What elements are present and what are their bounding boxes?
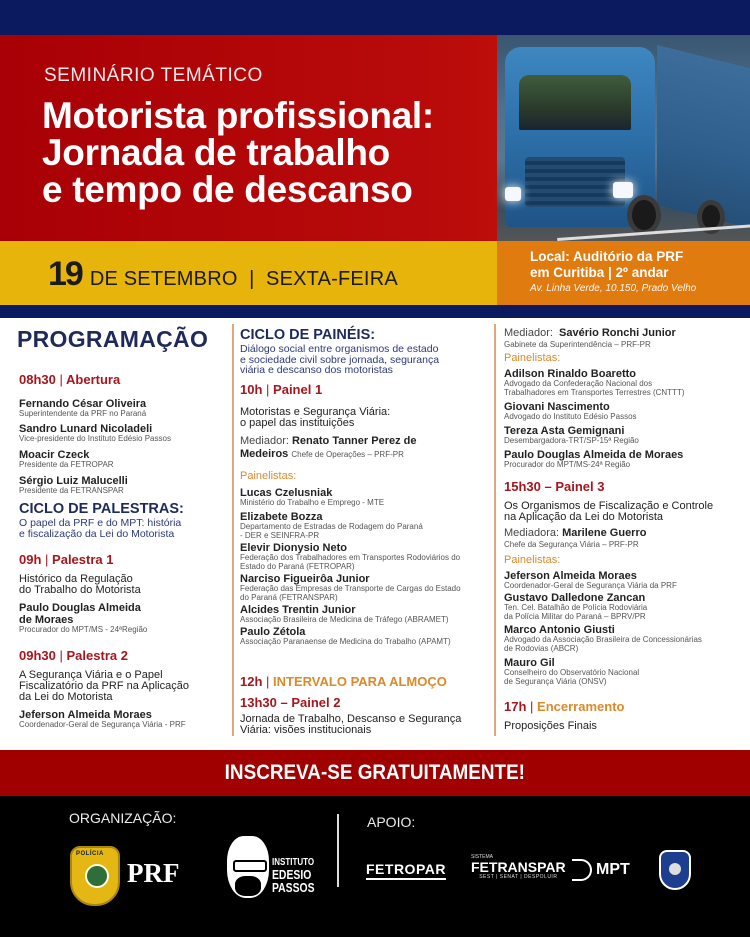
panelist-role: Desembargadora-TRT/SP-15ª Região xyxy=(504,436,639,445)
panelist-role: Departamento de Estradas de Rodagem do Paraná xyxy=(240,522,423,531)
panelist xyxy=(240,573,461,602)
lecture2-topic xyxy=(19,670,189,703)
speaker-name: Jeferson Almeida Moraes xyxy=(19,709,152,721)
logo-line: INSTITUTO xyxy=(272,857,315,868)
topic-line: Viária: visões institucionais xyxy=(240,724,372,736)
location-band xyxy=(497,241,750,305)
panelist-name: Giovani Nascimento xyxy=(504,401,610,413)
panelist-role: do Paraná (FETRANSPAR) xyxy=(240,592,338,602)
panelist xyxy=(504,570,677,591)
panelist-role: Ten. Cel. Batalhão de Polícia Rodoviária xyxy=(504,603,648,612)
panelist-role: Advogado do Instituto Edésio Passos xyxy=(504,412,637,421)
lectures-title: CICLO DE PALESTRAS: xyxy=(19,501,184,517)
panelist-name: Gustavo Dalledone Zancan xyxy=(504,592,646,604)
panelist-role: Advogado da Associação Brasileira de Concessionárias xyxy=(504,635,702,644)
topic-line: o papel das instituições xyxy=(240,417,355,429)
program-column-3 xyxy=(494,324,750,736)
topic-line: Jornada de Trabalho, Descanso e Segurança xyxy=(240,713,462,725)
panelist-role: Estado do Paraná (FETROPAR) xyxy=(240,561,355,571)
program-content xyxy=(0,318,750,748)
footer-divider xyxy=(337,814,339,887)
location-name xyxy=(530,249,683,281)
logo-line: SISTEMA xyxy=(471,854,493,860)
event-title xyxy=(42,97,434,208)
panelist-name: Lucas Czelusniak xyxy=(240,487,333,499)
session-label: Painel 3 xyxy=(555,479,605,494)
panelist-role: Federação dos Trabalhadores em Transportes Rodoviários do xyxy=(240,553,461,562)
speaker-role: Procurador do MPT/MS - 24ªRegião xyxy=(19,625,148,634)
truck-wheel xyxy=(627,195,661,235)
time: 08h30 xyxy=(19,372,56,387)
title-line: e tempo de descanso xyxy=(42,169,413,210)
panelist-name: Tereza Asta Gemignani xyxy=(504,425,625,437)
time: 10h xyxy=(240,382,263,397)
speaker-role: Superintendente da PRF no Paraná xyxy=(19,409,147,418)
mediator-label: Mediador: xyxy=(504,327,553,339)
fetropar-logo: FETROPAR xyxy=(366,862,446,880)
organization-label: ORGANIZAÇÃO: xyxy=(69,810,177,826)
logo-line: FETRANSPAR xyxy=(471,859,566,875)
mediator-role: Chefe de Operações – PRF-PR xyxy=(291,450,404,459)
topic-line: Fiscalizatório da PRF na Aplicação xyxy=(19,680,189,692)
instituto-edesio-passos-logo xyxy=(272,858,315,894)
speaker xyxy=(19,449,114,470)
speaker-name: Moacir Czeck xyxy=(19,449,90,461)
hero-banner xyxy=(0,35,750,241)
topic-line: na Aplicação da Lei do Motorista xyxy=(504,511,663,523)
time: 09h30 xyxy=(19,648,56,663)
topic-line: Motoristas e Segurança Viária: xyxy=(240,406,391,418)
subtitle-line: Diálogo social entre organismos de estado xyxy=(240,343,439,355)
panelist-name: Elizabete Bozza xyxy=(240,511,323,523)
footer xyxy=(0,796,750,937)
panelist xyxy=(240,626,451,647)
panelist-role: Federação das Empresas de Transporte de Cargas do Estado xyxy=(240,584,461,593)
panelist-name: Paulo Douglas Almeida de Moraes xyxy=(504,449,684,461)
panelist-name: Paulo Zétola xyxy=(240,626,306,638)
mediator-role: Chefe da Segurança Viária – PRF-PR xyxy=(504,540,639,549)
lecture1-heading: 09h | Palestra 1 xyxy=(19,552,114,567)
logo-line: SEST | SENAT | DESPOLUIR xyxy=(479,874,558,880)
panel3-topic xyxy=(504,501,713,523)
event-date-weekday: DE SETEMBRO | SEXTA-FEIRA xyxy=(89,268,398,290)
panelist-role: de Segurança Viária (ONSV) xyxy=(504,676,607,686)
lectures-subtitle xyxy=(19,518,181,539)
register-label[interactable]: INSCREVA-SE GRATUITAMENTE! xyxy=(224,761,526,784)
title-line: Motorista profissional: xyxy=(42,95,434,136)
speaker-role: Presidente da FETRANSPAR xyxy=(19,486,124,495)
speaker-role: Presidente da FETROPAR xyxy=(19,460,114,469)
location-line: em Curitiba | 2º andar xyxy=(530,265,669,280)
speaker-name: Fernando César Oliveira xyxy=(19,398,147,410)
speaker-name: Sérgio Luiz Malucelli xyxy=(19,475,128,487)
session-label: Painel 2 xyxy=(291,695,341,710)
speaker xyxy=(19,602,147,635)
mpt-text: MPT xyxy=(596,861,630,878)
panelist xyxy=(504,592,647,621)
truck-headlight xyxy=(613,182,633,198)
panelist-name: Marco Antonio Giusti xyxy=(504,624,615,636)
panelist xyxy=(504,624,702,653)
support-label: APOIO: xyxy=(367,814,416,830)
panelist-name: Mauro Gil xyxy=(504,657,555,669)
panelist xyxy=(504,368,685,397)
panelist-role: Associação Brasileira de Medicina de Tráfego (ABRAMET) xyxy=(240,615,449,624)
panelist-name: Elevir Dionysio Neto xyxy=(240,542,347,554)
title-line: Jornada de trabalho xyxy=(42,132,390,173)
instituto-edesio-passos-face-icon xyxy=(227,836,269,898)
prf-badge-text: POLÍCIA xyxy=(76,851,104,857)
location-address: Av. Linha Verde, 10.150, Prado Velho xyxy=(530,283,697,294)
truck-photo xyxy=(497,35,750,241)
panel1-topic xyxy=(240,407,390,429)
topic-line: Os Organismos de Fiscalização e Controle xyxy=(504,500,714,512)
panelist-role: Associação Paranaense de Medicina do Trabalho (APAMT) xyxy=(240,637,451,646)
panelist xyxy=(504,401,637,422)
panelist-role: Conselheiro do Observatório Nacional xyxy=(504,668,640,677)
panel1-mediator xyxy=(240,435,490,461)
panelist xyxy=(240,487,384,508)
session-label: Abertura xyxy=(66,372,121,387)
logo-line: EDESIO xyxy=(272,867,312,882)
event-day: 19 xyxy=(48,255,82,293)
time: 09h xyxy=(19,552,42,567)
truck-headlight xyxy=(505,187,521,201)
mediator-label: Mediador: xyxy=(240,435,289,447)
panelist-role: Procurador do MPT/MS-24ª Região xyxy=(504,460,631,469)
speaker-role: Coordenador-Geral de Segurança Viária - PRF xyxy=(19,720,186,729)
panelist-role: de Rodovias (ABCR) xyxy=(504,643,579,653)
panelist-role: - DER e SEINFRA-PR xyxy=(240,530,320,540)
speaker-role: Vice-presidente do Instituto Edésio Passos xyxy=(19,434,171,443)
register-banner[interactable] xyxy=(0,750,750,796)
subtitle-line: viária e descanso dos motoristas xyxy=(240,364,393,376)
topic-line: da Lei do Motorista xyxy=(19,691,113,703)
mediator-label: Mediadora: xyxy=(504,527,560,539)
panel2-heading: 13h30 – Painel 2 xyxy=(240,695,341,710)
panel1-heading: 10h | Painel 1 xyxy=(240,382,323,397)
session-label: Palestra 1 xyxy=(52,552,114,567)
panelists-label: Painelistas: xyxy=(240,470,297,482)
truck-grill xyxy=(525,157,625,207)
shield-logo-icon xyxy=(659,850,691,890)
opening-heading: 08h30 | Abertura xyxy=(19,372,121,387)
panel2-topic xyxy=(240,714,461,736)
prf-badge-icon xyxy=(70,846,120,906)
divider-band xyxy=(0,305,750,318)
speaker-name: de Moraes xyxy=(19,614,74,626)
panelist-role: da Polícia Militar do Paraná – BPRV/PR xyxy=(504,611,646,621)
truck-windshield xyxy=(519,75,631,130)
panelist xyxy=(240,511,423,540)
topic-line: Histórico da Regulação xyxy=(19,573,133,585)
panel3-heading: 15h30 – Painel 3 xyxy=(504,479,605,494)
mediator-name: Medeiros xyxy=(240,448,289,460)
speaker-name: Sandro Lunard Nicoladeli xyxy=(19,423,153,435)
panelist xyxy=(240,542,460,571)
panel3-mediator xyxy=(504,527,646,549)
session-label: Painel 1 xyxy=(273,382,323,397)
panelist-role: Advogado da Confederação Nacional dos xyxy=(504,379,653,388)
panels-subtitle xyxy=(240,344,439,376)
panelist-role: Coordenador-Geral de Segurança Viária da PRF xyxy=(504,581,677,590)
session-label: Encerramento xyxy=(537,699,625,714)
lecture2-heading: 09h30 | Palestra 2 xyxy=(19,648,128,663)
speaker xyxy=(19,709,186,730)
date-band xyxy=(0,241,497,305)
prf-logo: PRF xyxy=(127,858,180,888)
panelist-name: Jeferson Almeida Moraes xyxy=(504,570,637,582)
fetranspar-logo xyxy=(471,854,566,880)
session-label: INTERVALO PARA ALMOÇO xyxy=(273,674,447,689)
topic-line: A Segurança Viária e o Papel xyxy=(19,669,163,681)
event-type: SEMINÁRIO TEMÁTICO xyxy=(44,65,263,86)
time: 15h30 xyxy=(504,479,541,494)
program-title: PROGRAMAÇÃO xyxy=(17,326,209,352)
panelists-label: Painelistas: xyxy=(504,554,561,566)
lecture1-topic xyxy=(19,574,141,596)
speaker xyxy=(19,423,171,444)
mediator-name: Renato Tanner Perez de xyxy=(291,435,417,447)
mediator-name: Marilene Guerro xyxy=(562,527,647,539)
logo-line: PASSOS xyxy=(272,880,315,895)
speaker-name: Paulo Douglas Almeida xyxy=(19,602,141,614)
mediator-role: Gabinete da Superintendência – PRF-PR xyxy=(504,340,651,349)
subtitle-line: O papel da PRF e do MPT: história xyxy=(19,517,182,529)
panelist xyxy=(504,425,639,446)
time: 12h xyxy=(240,674,263,689)
subtitle-line: e sociedade civil sobre jornada, segurança xyxy=(240,353,440,366)
closing-topic: Proposições Finais xyxy=(504,720,597,732)
panelist xyxy=(504,449,683,470)
mediator-name: Savério Ronchi Junior xyxy=(559,327,676,339)
lunch-heading: 12h | INTERVALO PARA ALMOÇO xyxy=(240,674,447,689)
mpt-logo xyxy=(572,859,630,881)
top-band xyxy=(0,0,750,35)
mpt-mark-icon xyxy=(572,859,592,881)
speaker xyxy=(19,475,128,496)
time: 17h xyxy=(504,699,527,714)
time: 13h30 xyxy=(240,695,277,710)
panelist-role: Trabalhadores em Transportes Terrestres (CNTTT) xyxy=(504,387,685,397)
topic-line: do Trabalho do Motorista xyxy=(19,584,141,596)
panelist-role: Ministério do Trabalho e Emprego - MTE xyxy=(240,498,385,507)
panelist xyxy=(504,657,639,686)
subtitle-line: e fiscalização da Lei do Motorista xyxy=(19,527,175,540)
panelist-name: Alcides Trentin Junior xyxy=(240,604,356,616)
panel2-mediator xyxy=(504,327,676,349)
session-label: Palestra 2 xyxy=(66,648,128,663)
panelist xyxy=(240,604,449,625)
program-column-2 xyxy=(232,324,490,736)
panelist-name: Narciso Figueirôa Junior xyxy=(240,573,370,585)
speaker xyxy=(19,398,146,419)
closing-heading: 17h | Encerramento xyxy=(504,699,625,714)
panelists-label: Painelistas: xyxy=(504,352,561,364)
panelist-name: Adilson Rinaldo Boaretto xyxy=(504,368,636,380)
panels-title: CICLO DE PAINÉIS: xyxy=(240,327,376,343)
location-line: Local: Auditório da PRF xyxy=(530,249,684,264)
